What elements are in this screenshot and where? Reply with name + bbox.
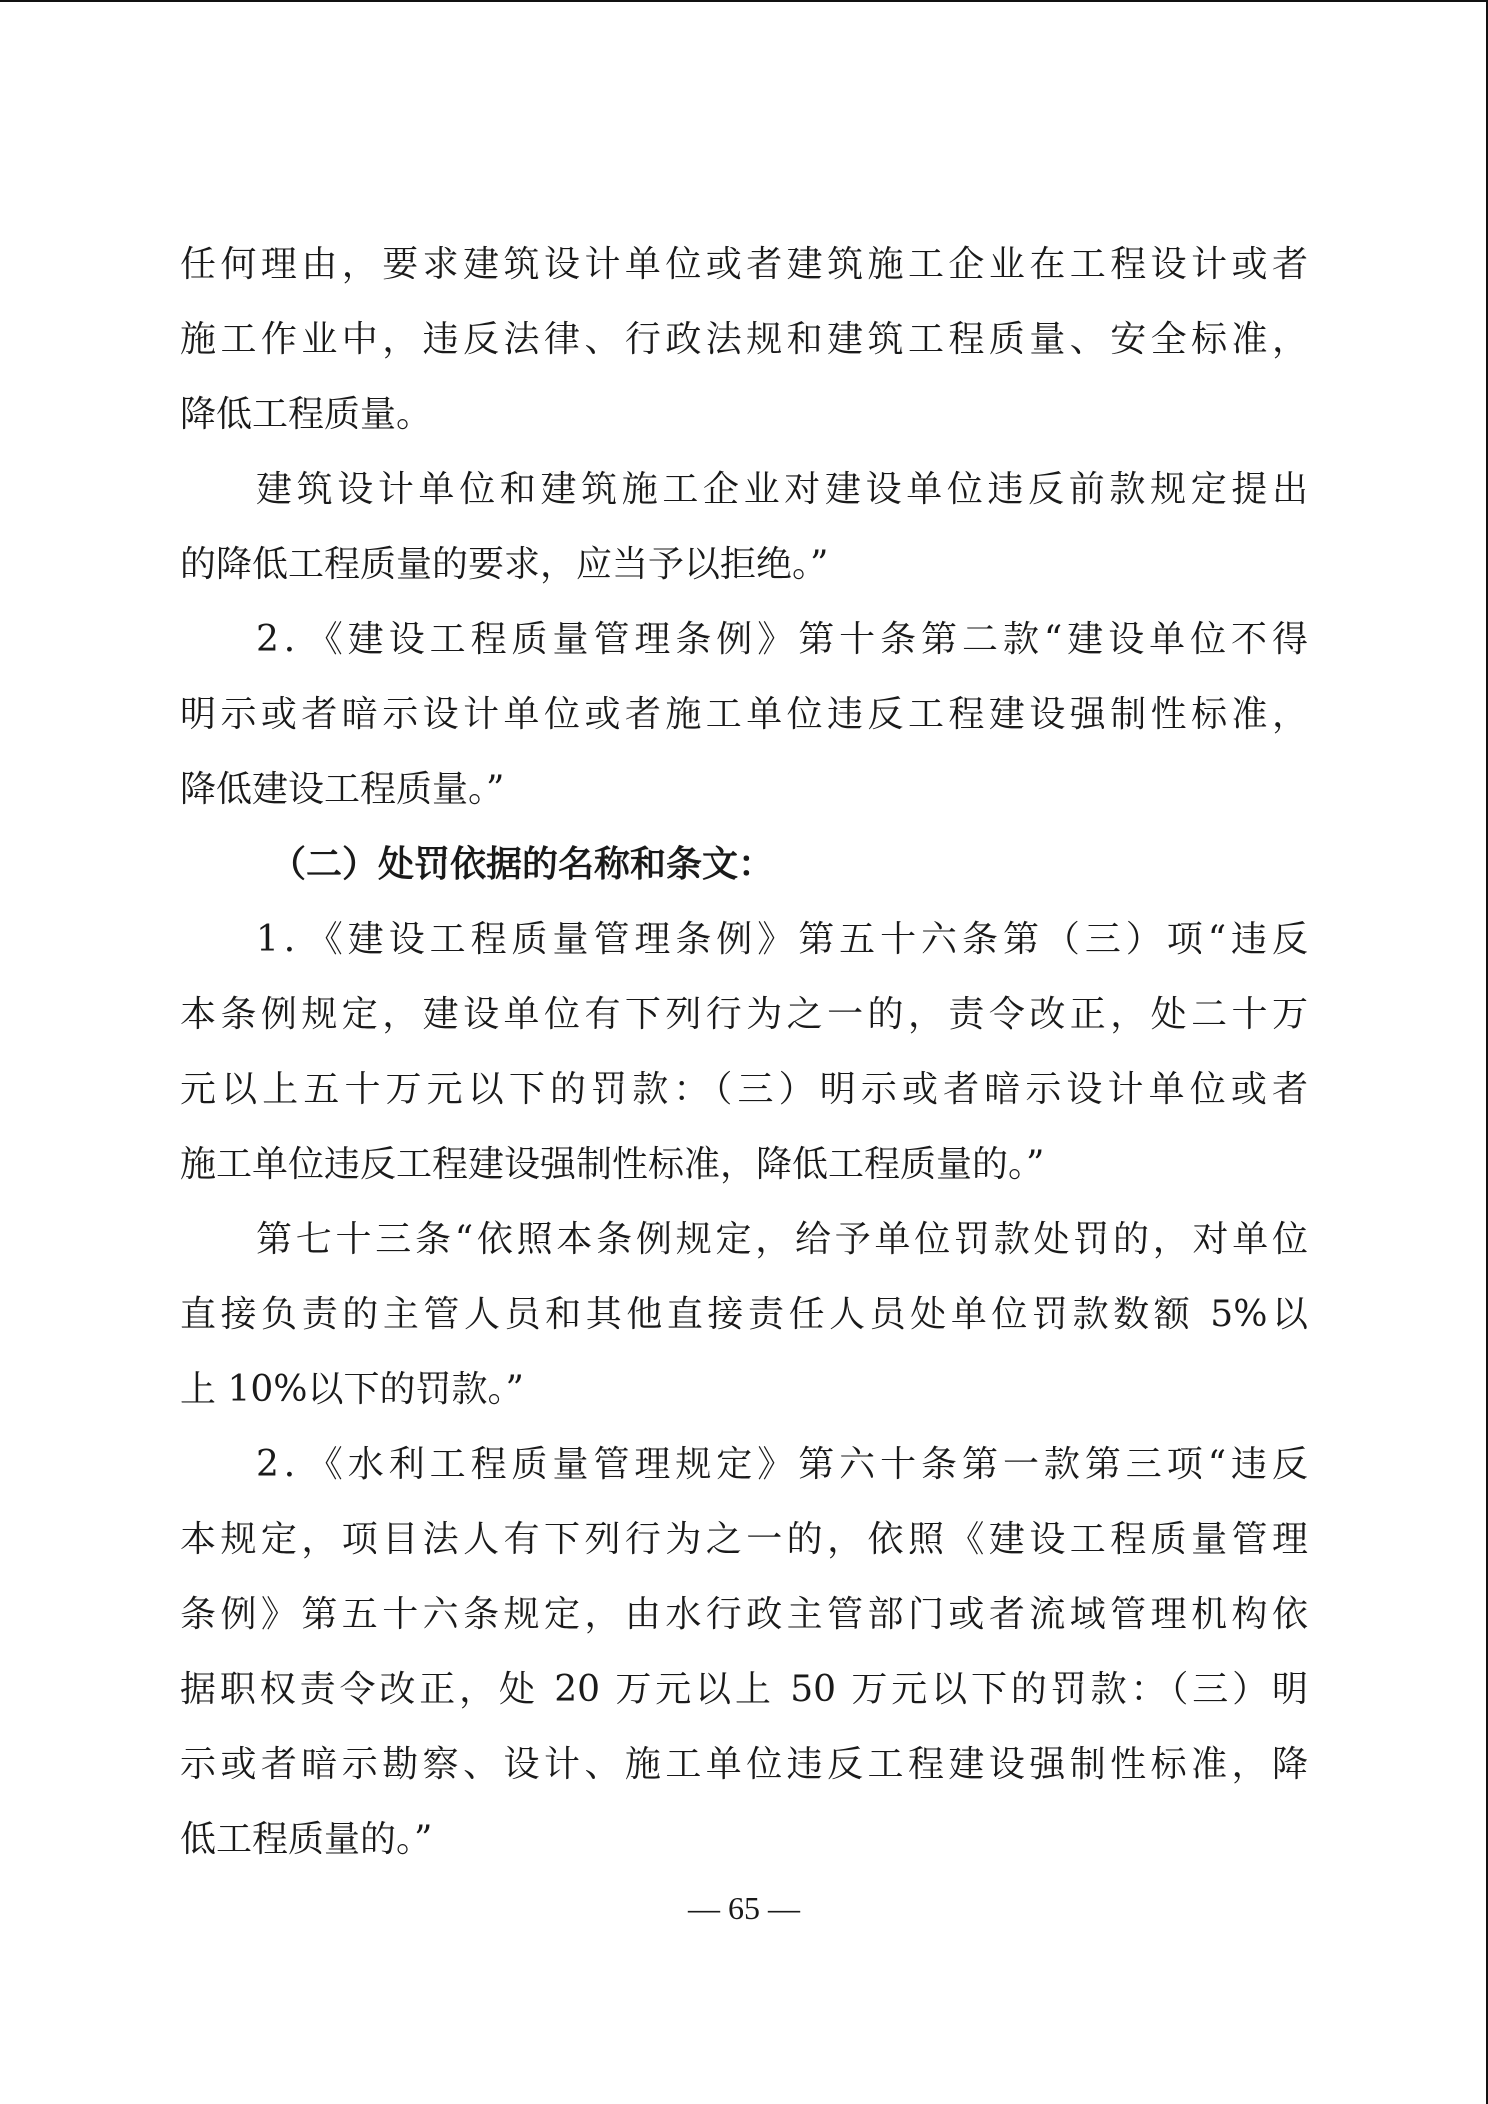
- text-line: 本规定，项目法人有下列行为之一的，依照《建设工程质量管理: [180, 1519, 1308, 1560]
- text-line: 条例》第五十六条规定，由水行政主管部门或者流域管理机构依: [180, 1594, 1308, 1635]
- text-line: 任何理由，要求建筑设计单位或者建筑施工企业在工程设计或者: [180, 244, 1308, 285]
- document-body: [180, 227, 1308, 1877]
- text-line: 直接负责的主管人员和其他直接责任人员处单位罚款数额 5%以: [180, 1294, 1308, 1335]
- text-line: 2．《建设工程质量管理条例》第十条第二款“建设单位不得: [256, 619, 1308, 660]
- text-line: 建筑设计单位和建筑施工企业对建设单位违反前款规定提出: [256, 469, 1308, 510]
- text-line: 元以上五十万元以下的罚款：（三）明示或者暗示设计单位或者: [180, 1069, 1308, 1110]
- text-line: 本条例规定，建设单位有下列行为之一的，责令改正，处二十万: [180, 994, 1308, 1035]
- text-line: 1．《建设工程质量管理条例》第五十六条第（三）项“违反: [256, 919, 1308, 960]
- page-border-top: [0, 0, 1488, 2]
- text-line: 2．《水利工程质量管理规定》第六十条第一款第三项“违反: [256, 1444, 1308, 1485]
- text-line: 的降低工程质量的要求，应当予以拒绝。”: [180, 544, 829, 585]
- text-line: 上 10%以下的罚款。”: [180, 1369, 524, 1410]
- text-line: 据职权责令改正，处 20 万元以上 50 万元以下的罚款：（三）明: [180, 1669, 1308, 1710]
- page-number: — 65 —: [688, 1890, 800, 1926]
- text-line: 明示或者暗示设计单位或者施工单位违反工程建设强制性标准，: [180, 694, 1308, 735]
- text-line: 降低工程质量。: [180, 394, 433, 435]
- text-line: 第七十三条“依照本条例规定，给予单位罚款处罚的，对单位: [256, 1219, 1308, 1260]
- text-line: 示或者暗示勘察、设计、施工单位违反工程建设强制性标准，降: [180, 1744, 1308, 1785]
- text-line: 降低建设工程质量。”: [180, 769, 505, 810]
- section-heading: （二）处罚依据的名称和条文：: [270, 843, 775, 885]
- text-line: 施工单位违反工程建设强制性标准，降低工程质量的。”: [180, 1144, 1045, 1185]
- text-line: 低工程质量的。”: [180, 1819, 433, 1860]
- text-line: 施工作业中，违反法律、行政法规和建筑工程质量、安全标准，: [180, 319, 1308, 360]
